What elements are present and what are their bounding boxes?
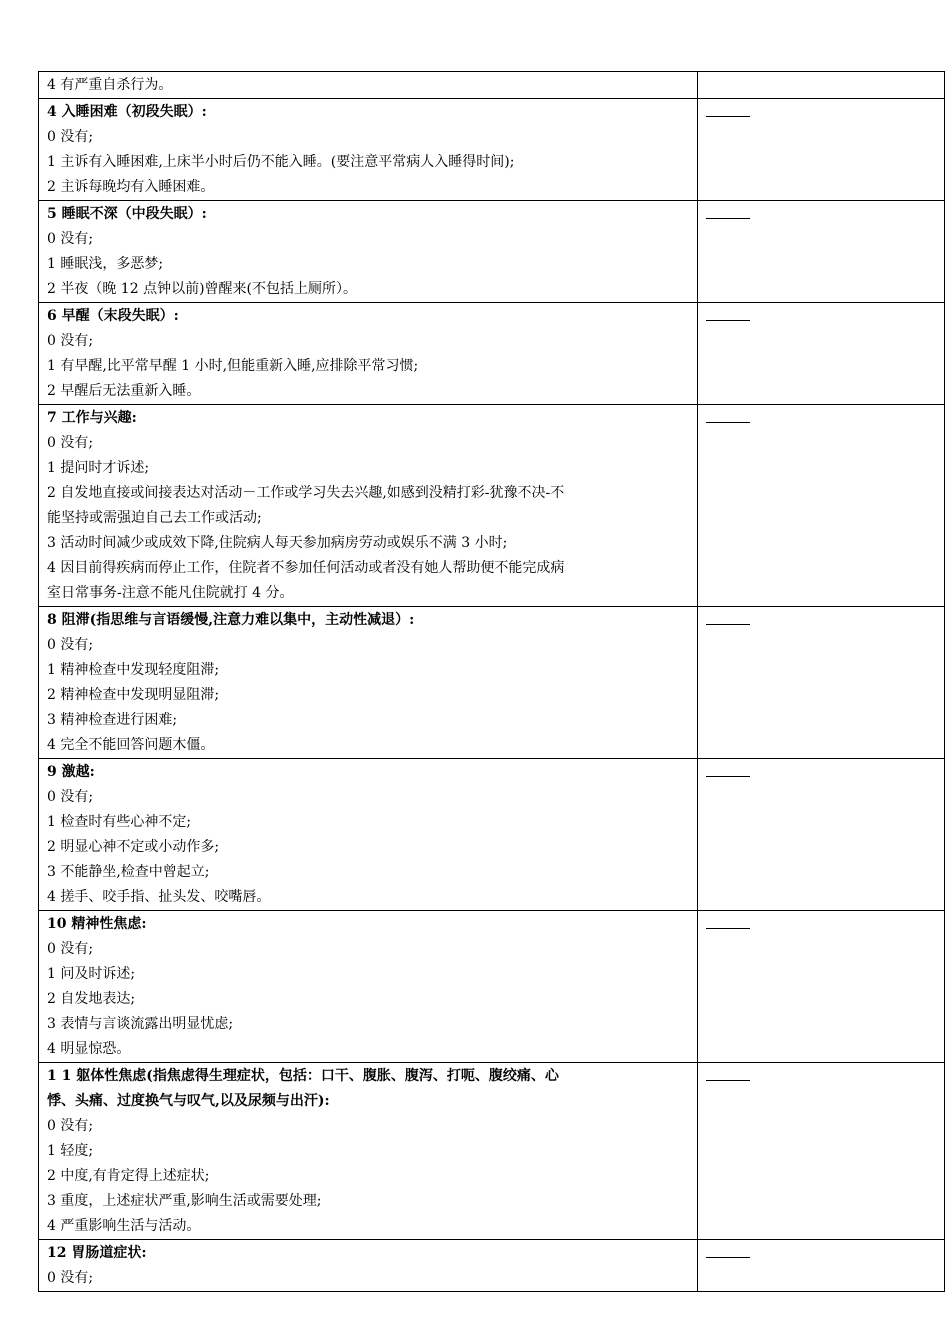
item-option: 4 明显惊恐。 xyxy=(47,1041,131,1057)
item-title: 8 阻滞(指思维与言语缓慢,注意力难以集中，主动性减退）: xyxy=(47,612,415,628)
item-option: 2 早醒后无法重新入睡。 xyxy=(47,383,201,399)
item-option: 0 没有; xyxy=(47,789,94,805)
item-title: 6 早醒（末段失眠）: xyxy=(47,308,179,324)
item-option: 能坚持或需强迫自己去工作或活动; xyxy=(47,510,262,526)
item-option: 1 轻度; xyxy=(47,1143,94,1159)
score-blank-line xyxy=(706,116,750,117)
item-option: 3 活动时间减少或成效下降,住院病人每天参加病房劳动或娱乐不满 3 小时; xyxy=(47,535,508,551)
item-title: 10 精神性焦虑: xyxy=(47,916,147,932)
score-cell xyxy=(698,201,945,303)
item-title: 悸、头痛、过度换气与叹气,以及尿频与出汗): xyxy=(47,1093,330,1109)
item-option: 室日常事务-注意不能凡住院就打 4 分。 xyxy=(47,585,294,601)
item-option: 1 主诉有入睡困难,上床半小时后仍不能入睡。(要注意平常病人入睡得时间); xyxy=(47,154,515,170)
rating-scale-table xyxy=(38,71,945,1292)
score-cell xyxy=(698,911,945,1063)
item-option: 4 因目前得疾病而停止工作，住院者不参加任何活动或者没有她人帮助便不能完成病 xyxy=(47,560,565,576)
score-cell xyxy=(698,759,945,911)
item-content-cell xyxy=(39,759,698,911)
score-cell xyxy=(698,72,945,99)
item-option: 3 表情与言谈流露出明显忧虑; xyxy=(47,1016,234,1032)
score-blank-line xyxy=(706,776,750,777)
item-option: 3 不能静坐,检查中曾起立; xyxy=(47,864,210,880)
item-title: 7 工作与兴趣: xyxy=(47,410,137,426)
score-blank-line xyxy=(706,422,750,423)
score-cell xyxy=(698,1240,945,1292)
item-option: 2 半夜（晚 12 点钟以前)曾醒来(不包括上厕所）。 xyxy=(47,281,357,297)
item-option: 2 精神检查中发现明显阻滞; xyxy=(47,687,220,703)
score-cell xyxy=(698,99,945,201)
item-option: 3 精神检查进行困难; xyxy=(47,712,178,728)
score-blank-line xyxy=(706,928,750,929)
item-option: 1 检查时有些心神不定; xyxy=(47,814,192,830)
score-blank-line xyxy=(706,624,750,625)
item-content-cell xyxy=(39,201,698,303)
item-row xyxy=(39,405,945,607)
item-option: 3 重度，上述症状严重,影响生活或需要处理; xyxy=(47,1193,322,1209)
item-row xyxy=(39,201,945,303)
item-title: 1 1 躯体性焦虑(指焦虑得生理症状，包括：口干、腹胀、腹泻、打呃、腹绞痛、心 xyxy=(47,1068,559,1084)
item-content-cell xyxy=(39,99,698,201)
item-option: 0 没有; xyxy=(47,1118,94,1134)
score-blank-line xyxy=(706,218,750,219)
item-content-cell xyxy=(39,1063,698,1240)
item-content-cell xyxy=(39,607,698,759)
item-row xyxy=(39,72,945,99)
item-option: 0 没有; xyxy=(47,333,94,349)
score-cell xyxy=(698,303,945,405)
item-option: 2 明显心神不定或小动作多; xyxy=(47,839,220,855)
item-content-cell xyxy=(39,911,698,1063)
item-option: 0 没有; xyxy=(47,435,94,451)
item-option: 4 严重影响生活与活动。 xyxy=(47,1218,201,1234)
item-option: 2 自发地表达; xyxy=(47,991,136,1007)
item-option: 0 没有; xyxy=(47,637,94,653)
item-title: 9 激越: xyxy=(47,764,95,780)
item-option: 1 有早醒,比平常早醒 1 小时,但能重新入睡,应排除平常习惯; xyxy=(47,358,419,374)
item-row xyxy=(39,759,945,911)
item-option: 1 精神检查中发现轻度阻滞; xyxy=(47,662,220,678)
rating-scale-body xyxy=(39,72,945,1292)
score-blank-line xyxy=(706,1257,750,1258)
item-option: 0 没有; xyxy=(47,129,94,145)
score-cell xyxy=(698,1063,945,1240)
item-content-cell xyxy=(39,405,698,607)
item-row xyxy=(39,911,945,1063)
item-option: 0 没有; xyxy=(47,1270,94,1286)
item-row xyxy=(39,303,945,405)
item-option: 1 问及时诉述; xyxy=(47,966,136,982)
item-row xyxy=(39,1240,945,1292)
item-title: 12 胃肠道症状: xyxy=(47,1245,147,1261)
score-blank-line xyxy=(706,1080,750,1081)
item-option: 4 完全不能回答问题木僵。 xyxy=(47,737,215,753)
item-row xyxy=(39,607,945,759)
item-option: 0 没有; xyxy=(47,941,94,957)
item-option: 2 中度,有肯定得上述症状; xyxy=(47,1168,210,1184)
item-content-cell xyxy=(39,1240,698,1292)
item-content-cell xyxy=(39,303,698,405)
score-blank-line xyxy=(706,320,750,321)
item-option: 4 搓手、咬手指、扯头发、咬嘴唇。 xyxy=(47,889,271,905)
item-option: 2 自发地直接或间接表达对活动－工作或学习失去兴趣,如感到没精打彩-犹豫不决-不 xyxy=(47,485,565,501)
item-option: 2 主诉每晚均有入睡困难。 xyxy=(47,179,215,195)
item-option: 4 有严重自杀行为。 xyxy=(47,77,173,93)
item-row xyxy=(39,1063,945,1240)
item-option: 0 没有; xyxy=(47,231,94,247)
score-cell xyxy=(698,405,945,607)
item-content-cell xyxy=(39,72,698,99)
item-option: 1 提问时才诉述; xyxy=(47,460,150,476)
score-cell xyxy=(698,607,945,759)
item-row xyxy=(39,99,945,201)
item-title: 4 入睡困难（初段失眠）: xyxy=(47,104,207,120)
item-option: 1 睡眠浅，多恶梦; xyxy=(47,256,164,272)
item-title: 5 睡眠不深（中段失眠）: xyxy=(47,206,207,222)
